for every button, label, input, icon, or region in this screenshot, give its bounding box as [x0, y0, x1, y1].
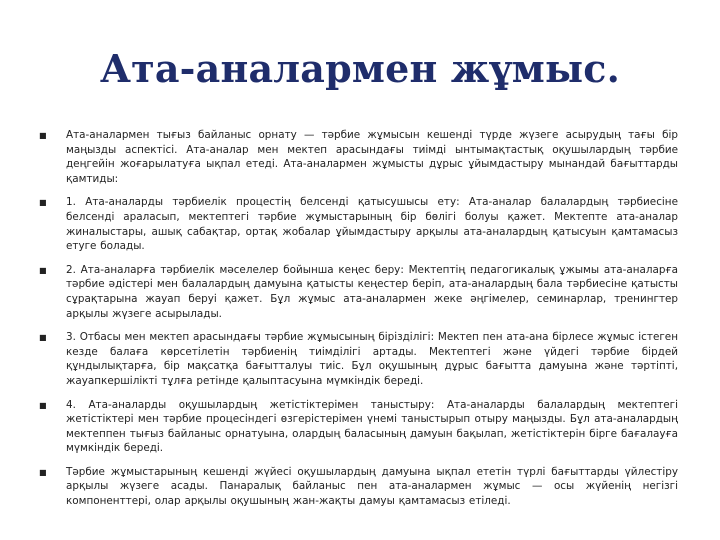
list-item [38, 398, 678, 456]
slide-title-period: . [606, 46, 621, 91]
bullet-square-icon: ■ [39, 467, 47, 477]
list-item-text: Тәрбие жұмыстарының кешенді жүйесі оқушылардың дамуына ықпал ететін түрлі бағыттарды үйлестіру арқылы жүзеге асады. Панаралық байланыс пен ата-аналармен жұмыс — осы жүйенің негізгі компоненттері, олар арқылы оқушының жан-жақты дамуы қамтамасыз етіледі. [66, 465, 678, 508]
list-item [38, 465, 678, 509]
slide-title [0, 46, 720, 91]
bullet-square-icon: ■ [39, 400, 47, 410]
list-item [38, 330, 678, 388]
list-item-text: Ата-аналармен тығыз байланыс орнату — тәрбие жұмысын кешенді түрде жүзеге асырудың тағы бір маңызды аспектісі. Ата-аналар мен мектеп арасындағы тиімді ынтымақтастық оқушылардың тәрбие деңгейін жоғарылатуға ықпал етеді. Ата-аналармен жұмысты дұрыс ұйымдастыру мынандай бағыттарды қамтиды: [66, 129, 678, 185]
list-item [38, 263, 678, 321]
bullet-square-icon: ■ [39, 198, 47, 208]
bullet-list [38, 128, 678, 518]
list-item [38, 128, 678, 186]
list-item-text: 1. Ата-аналарды тәрбиелік процестің белсенді қатысушысы ету: Ата-аналар балалардың тәрбиесіне белсенді араласып, мектептегі тәрбие жұмыстарының бір бөлігі болуы қажет. Мектепте ата-аналар жиналыстары, ашық сабақтар, ортақ жобалар ұйымдастыру арқылы ата-аналардың қатысуын қамтамасыз етуге болады. [66, 196, 678, 253]
list-item-text: 2. Ата-аналарға тәрбиелік мәселелер бойынша кеңес беру: Мектептің педагогикалық ұжымы ата-аналарға тәрбие әдістері мен балалардың дамуына қатысты кеңестер беріп, ата-аналардың бала тәрбиесіне қатысты сұрақтарына жауап беруі қажет. Бұл жұмыс ата-аналармен жеке әңгімелер, семинарлар, тренингтер арқылы жүзеге асырылады. [66, 263, 678, 320]
slide-title-text: Ата-аналармен жұмыс [99, 46, 607, 91]
bullet-square-icon: ■ [39, 131, 47, 140]
bullet-square-icon: ■ [39, 265, 47, 275]
list-item-text: 3. Отбасы мен мектеп арасындағы тәрбие жұмысының бірізділігі: Мектеп пен ата-ана бірлесе жұмыс істеген кезде балаға көрсетілетін тәрбиенің тиімділігі артады. Мектептегі және үйдегі тәрбие бірдей құндылықтарға, бір мақсатқа бағытталуы тиіс. Бұл оқушының дұрыс бағытта дамуына және тәртіпті, жауапкершілікті тұлға ретінде қалыптасуына мүмкіндік береді. [66, 331, 678, 387]
list-item [38, 195, 678, 253]
list-item-text: 4. Ата-аналарды оқушылардың жетістіктерімен таныстыру: Ата-аналарды балалардың мектептегі жетістіктері мен тәрбие процесіндегі өзгерістерімен үнемі таныстырып отыру маңызды. Бұл ата-аналардың мектеппен тығыз байланыс орнатуына, олардың баласының дамуын бақылап, жетістіктерін бірге бағалауға мүмкіндік береді. [66, 398, 678, 455]
bullet-square-icon: ■ [39, 333, 47, 343]
